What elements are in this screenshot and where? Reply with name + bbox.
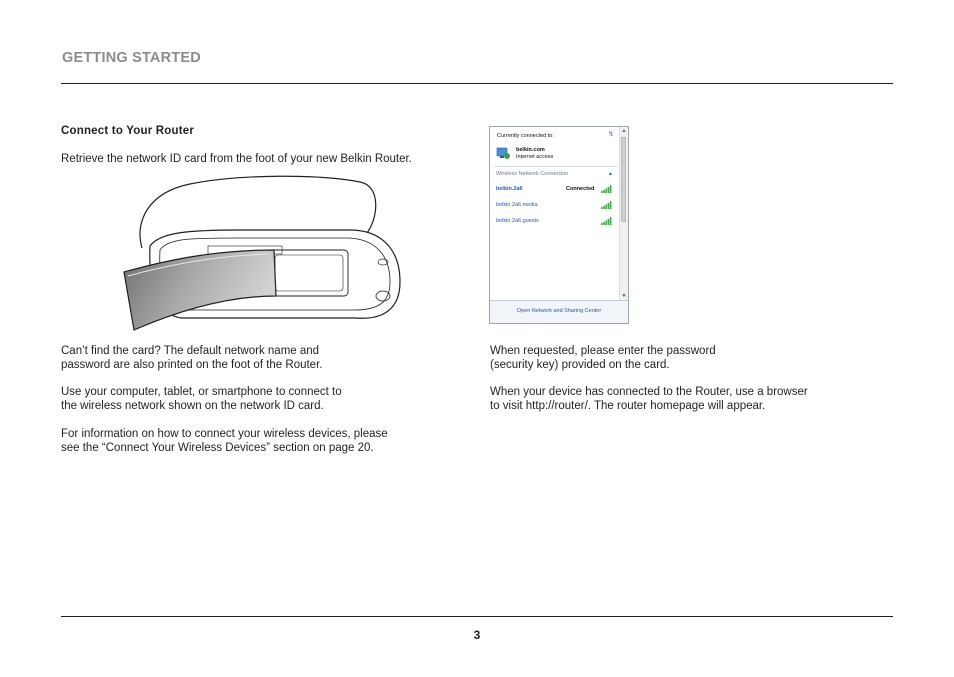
flyout-scrollbar[interactable] (619, 127, 628, 300)
current-network-name: belkin.com (516, 147, 545, 153)
paragraph-connect-device: Use your computer, tablet, or smartphone to connect to the wireless network shown on the network ID card. (61, 386, 342, 412)
paragraph-open-browser: When your device has connected to the Router, use a browser to visit http://router/. The router homepage will appear. (490, 386, 808, 412)
page-number: 3 (473, 628, 481, 642)
paragraph-more-info: For information on how to connect your wireless devices, please see the “Connect Your Wireless Devices” section on page 20. (61, 428, 388, 454)
flyout-footer (490, 300, 628, 323)
footer-rule (61, 616, 893, 617)
signal-strength-icon (601, 184, 613, 193)
scroll-up-icon[interactable]: ▲ (621, 128, 627, 134)
section-title: GETTING STARTED (62, 50, 201, 66)
header-rule (61, 83, 893, 84)
scrollbar-thumb[interactable] (621, 137, 626, 222)
wireless-network-flyout (489, 126, 629, 324)
currently-connected-label: Currently connected to: (497, 133, 554, 139)
network-item-name: belkin.2a6 (496, 186, 523, 192)
collapse-chevron-icon[interactable]: ▲ (608, 171, 613, 177)
flyout-divider (494, 166, 618, 167)
router-card-illustration (120, 170, 410, 332)
scroll-down-icon[interactable]: ▼ (621, 293, 627, 299)
paragraph-retrieve-card: Retrieve the network ID card from the foot of your new Belkin Router. (61, 153, 412, 165)
network-item-name: belkin.2a6.media (496, 202, 538, 208)
signal-strength-icon (601, 216, 613, 225)
network-item-status: Connected (566, 186, 595, 192)
paragraph-enter-password: When requested, please enter the password (security key) provided on the card. (490, 345, 716, 371)
signal-strength-icon (601, 200, 613, 209)
paragraph-default-credentials: Can’t find the card? The default network name and password are also printed on the foot of the Router. (61, 345, 323, 371)
refresh-icon[interactable]: ↯ (608, 131, 614, 138)
current-network-status: Internet access (516, 154, 554, 160)
network-icon (496, 146, 510, 160)
wireless-group-label: Wireless Network Connection (496, 171, 569, 177)
network-item-name: belkin.2a6.guests (496, 218, 539, 224)
step-heading: Connect to Your Router (61, 125, 195, 137)
open-network-center-link[interactable]: Open Network and Sharing Center (516, 308, 602, 314)
